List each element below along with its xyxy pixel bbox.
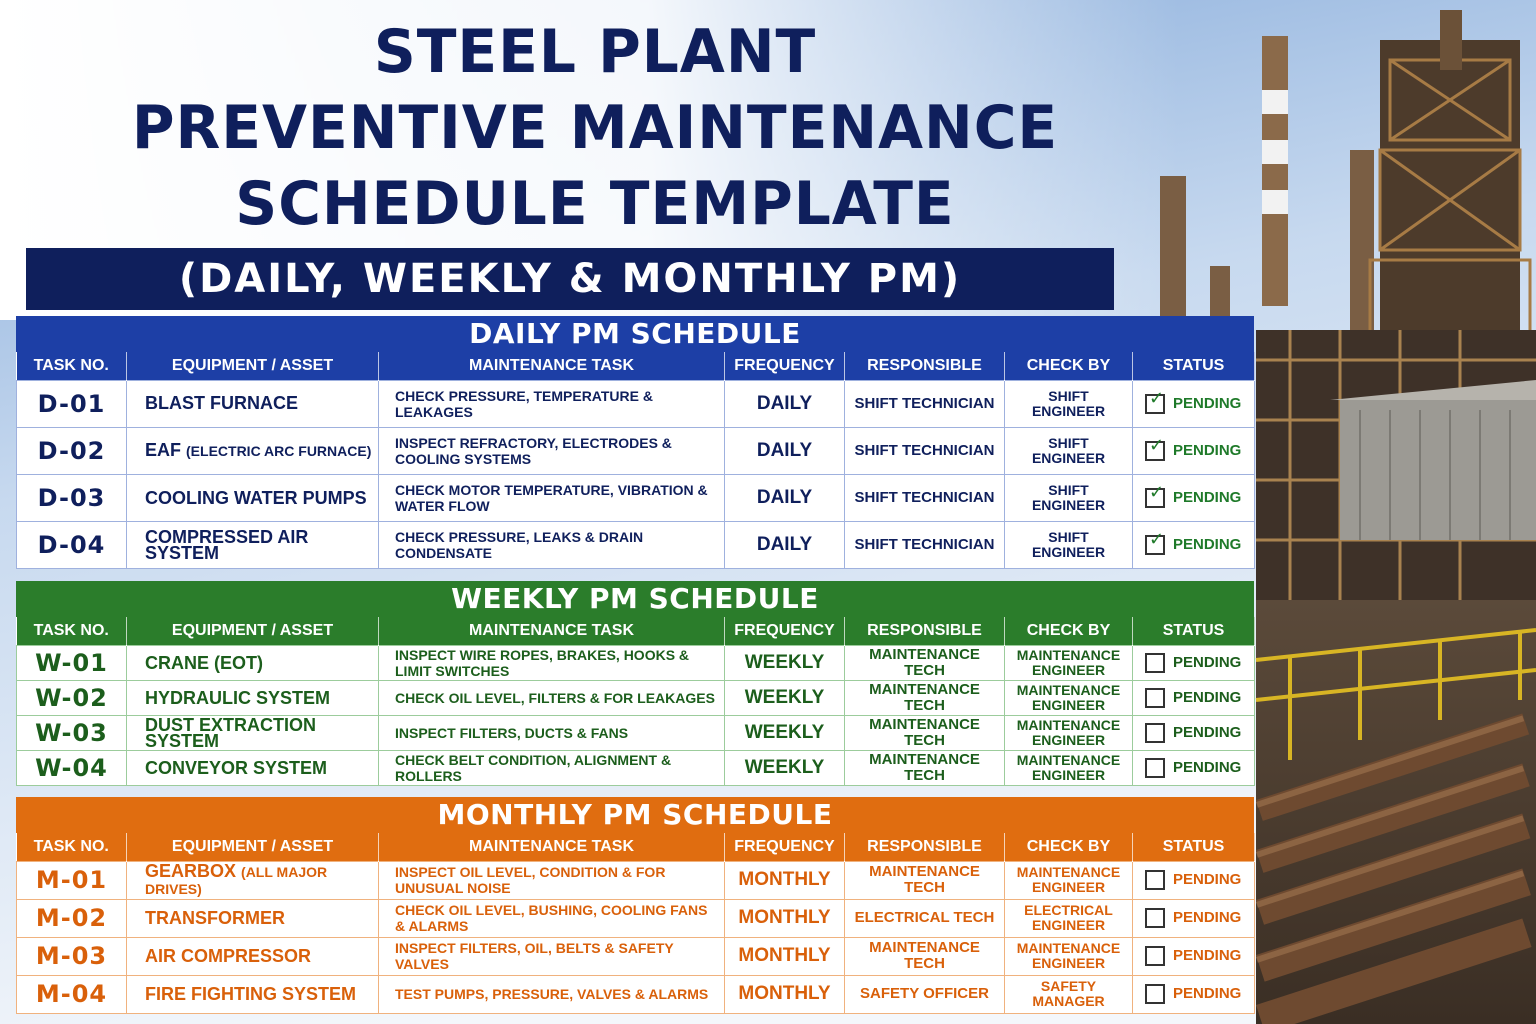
equipment-note: (ELECTRIC ARC FURNACE)	[186, 443, 372, 459]
equipment-note: (ALL MAJOR DRIVES)	[145, 864, 328, 897]
equipment-cell	[127, 861, 379, 899]
frequency: DAILY	[725, 521, 845, 568]
status-checkbox[interactable]	[1145, 653, 1165, 673]
check-by: SAFETY MANAGER	[1005, 975, 1133, 1013]
table-row	[17, 899, 1255, 937]
check-by: MAINTENANCE ENGINEER	[1005, 750, 1133, 785]
equipment-cell	[127, 380, 379, 427]
status-label: PENDING	[1173, 394, 1242, 412]
col-header-frequency: FREQUENCY	[725, 617, 845, 645]
status-cell	[1133, 474, 1255, 521]
title-line-2: PREVENTIVE MAINTENANCE	[131, 93, 1059, 163]
status-checkbox[interactable]	[1145, 528, 1165, 555]
maintenance-task: TEST PUMPS, PRESSURE, VALVES & ALARMS	[379, 975, 725, 1013]
check-mark-icon: ✓	[1149, 434, 1165, 456]
equipment-name: EAF	[145, 440, 181, 460]
daily-schedule-section	[16, 316, 1254, 569]
status-label: PENDING	[1173, 688, 1242, 706]
maintenance-task: INSPECT WIRE ROPES, BRAKES, HOOKS & LIMIT SWITCHES	[379, 645, 725, 680]
col-header-responsible: RESPONSIBLE	[845, 833, 1005, 861]
title-block	[40, 14, 1150, 242]
col-header-task-no: TASK NO.	[17, 617, 127, 645]
maintenance-task: CHECK MOTOR TEMPERATURE, VIBRATION & WATER FLOW	[379, 474, 725, 521]
status-label: PENDING	[1173, 488, 1242, 506]
frequency: MONTHLY	[725, 937, 845, 975]
equipment-name: COOLING WATER PUMPS	[145, 487, 367, 508]
equipment-name: AIR COMPRESSOR	[127, 937, 379, 975]
status-label: PENDING	[1173, 535, 1242, 553]
responsible: MAINTENANCE TECH	[845, 861, 1005, 899]
maintenance-task: CHECK BELT CONDITION, ALIGNMENT & ROLLERS	[379, 750, 725, 785]
check-by: MAINTENANCE ENGINEER	[1005, 937, 1133, 975]
status-label: PENDING	[1173, 871, 1242, 888]
weekly-schedule-table	[16, 617, 1255, 786]
check-mark-icon: ✓	[1149, 528, 1165, 550]
equipment-name: CRANE (EOT)	[127, 645, 379, 680]
check-by: MAINTENANCE ENGINEER	[1005, 680, 1133, 715]
col-header-frequency: FREQUENCY	[725, 352, 845, 380]
task-id: D-02	[17, 427, 127, 474]
task-id: W-04	[17, 750, 127, 785]
table-row	[17, 521, 1255, 568]
responsible: SHIFT TECHNICIAN	[845, 521, 1005, 568]
weekly-section-heading: WEEKLY PM SCHEDULE	[16, 581, 1254, 617]
responsible: SHIFT TECHNICIAN	[845, 427, 1005, 474]
status-cell	[1133, 715, 1255, 750]
col-header-equipment: EQUIPMENT / ASSET	[127, 617, 379, 645]
title-line-3: SCHEDULE TEMPLATE	[235, 169, 955, 239]
equipment-name: COMPRESSED AIR SYSTEM	[145, 526, 309, 563]
task-id: W-01	[17, 645, 127, 680]
table-row	[17, 715, 1255, 750]
frequency: MONTHLY	[725, 861, 845, 899]
col-header-status: STATUS	[1133, 833, 1255, 861]
task-id: M-02	[17, 899, 127, 937]
frequency: WEEKLY	[725, 750, 845, 785]
daily-section-heading: DAILY PM SCHEDULE	[16, 316, 1254, 352]
table-row	[17, 380, 1255, 427]
check-by: MAINTENANCE ENGINEER	[1005, 715, 1133, 750]
status-label: PENDING	[1173, 909, 1242, 926]
daily-schedule-table	[16, 352, 1255, 569]
status-cell	[1133, 899, 1255, 937]
maintenance-task: INSPECT FILTERS, DUCTS & FANS	[379, 715, 725, 750]
frequency: DAILY	[725, 427, 845, 474]
check-by: SHIFT ENGINEER	[1005, 474, 1133, 521]
col-header-check-by: CHECK BY	[1005, 833, 1133, 861]
responsible: MAINTENANCE TECH	[845, 680, 1005, 715]
table-header-row	[17, 352, 1255, 380]
equipment-cell	[127, 474, 379, 521]
status-checkbox[interactable]	[1145, 481, 1165, 508]
check-by: MAINTENANCE ENGINEER	[1005, 645, 1133, 680]
status-checkbox[interactable]	[1145, 688, 1165, 708]
task-id: M-04	[17, 975, 127, 1013]
col-header-status: STATUS	[1133, 352, 1255, 380]
weekly-schedule-section	[16, 581, 1254, 786]
frequency: MONTHLY	[725, 975, 845, 1013]
status-label: PENDING	[1173, 985, 1242, 1002]
responsible: MAINTENANCE TECH	[845, 645, 1005, 680]
task-id: D-01	[17, 380, 127, 427]
task-id: M-03	[17, 937, 127, 975]
table-header-row	[17, 617, 1255, 645]
table-row	[17, 474, 1255, 521]
col-header-task: MAINTENANCE TASK	[379, 352, 725, 380]
equipment-name: GEARBOX	[145, 861, 237, 881]
responsible: SHIFT TECHNICIAN	[845, 380, 1005, 427]
task-id: D-04	[17, 521, 127, 568]
frequency: DAILY	[725, 474, 845, 521]
frequency: WEEKLY	[725, 645, 845, 680]
status-label: PENDING	[1173, 653, 1242, 671]
status-label: PENDING	[1173, 723, 1242, 741]
col-header-equipment: EQUIPMENT / ASSET	[127, 833, 379, 861]
task-id: W-02	[17, 680, 127, 715]
check-by: SHIFT ENGINEER	[1005, 380, 1133, 427]
equipment-name: BLAST FURNACE	[145, 393, 298, 413]
status-checkbox[interactable]	[1145, 908, 1165, 928]
maintenance-task: CHECK OIL LEVEL, FILTERS & FOR LEAKAGES	[379, 680, 725, 715]
status-cell	[1133, 645, 1255, 680]
col-header-responsible: RESPONSIBLE	[845, 352, 1005, 380]
table-row	[17, 645, 1255, 680]
equipment-name: FIRE FIGHTING SYSTEM	[127, 975, 379, 1013]
equipment-name: DUST EXTRACTION SYSTEM	[127, 715, 379, 750]
equipment-name: HYDRAULIC SYSTEM	[127, 680, 379, 715]
col-header-check-by: CHECK BY	[1005, 617, 1133, 645]
frequency: WEEKLY	[725, 680, 845, 715]
status-checkbox[interactable]	[1145, 946, 1165, 966]
status-cell	[1133, 861, 1255, 899]
check-mark-icon: ✓	[1149, 481, 1165, 503]
col-header-task-no: TASK NO.	[17, 352, 127, 380]
col-header-equipment: EQUIPMENT / ASSET	[127, 352, 379, 380]
maintenance-task: CHECK PRESSURE, LEAKS & DRAIN CONDENSATE	[379, 521, 725, 568]
status-checkbox[interactable]	[1145, 434, 1165, 461]
col-header-status: STATUS	[1133, 617, 1255, 645]
task-id: M-01	[17, 861, 127, 899]
monthly-schedule-section	[16, 797, 1254, 1014]
status-cell	[1133, 937, 1255, 975]
check-by: SHIFT ENGINEER	[1005, 427, 1133, 474]
responsible: MAINTENANCE TECH	[845, 715, 1005, 750]
frequency: MONTHLY	[725, 899, 845, 937]
table-row	[17, 975, 1255, 1013]
task-id: D-03	[17, 474, 127, 521]
col-header-responsible: RESPONSIBLE	[845, 617, 1005, 645]
col-header-check-by: CHECK BY	[1005, 352, 1133, 380]
subtitle-banner: (DAILY, WEEKLY & MONTHLY PM)	[26, 248, 1114, 310]
frequency: WEEKLY	[725, 715, 845, 750]
col-header-task-no: TASK NO.	[17, 833, 127, 861]
status-label: PENDING	[1173, 758, 1242, 776]
maintenance-task: INSPECT OIL LEVEL, CONDITION & FOR UNUSUAL NOISE	[379, 861, 725, 899]
monthly-schedule-table	[16, 833, 1255, 1014]
status-cell	[1133, 680, 1255, 715]
status-checkbox[interactable]	[1145, 984, 1165, 1004]
monthly-section-heading: MONTHLY PM SCHEDULE	[16, 797, 1254, 833]
status-checkbox[interactable]	[1145, 758, 1165, 778]
title-line-1: STEEL PLANT	[373, 17, 817, 87]
responsible: SAFETY OFFICER	[845, 975, 1005, 1013]
check-by: ELECTRICAL ENGINEER	[1005, 899, 1133, 937]
status-checkbox[interactable]	[1145, 387, 1165, 414]
responsible: SHIFT TECHNICIAN	[845, 474, 1005, 521]
equipment-name: TRANSFORMER	[127, 899, 379, 937]
table-row	[17, 680, 1255, 715]
responsible: MAINTENANCE TECH	[845, 937, 1005, 975]
maintenance-task: CHECK PRESSURE, TEMPERATURE & LEAKAGES	[379, 380, 725, 427]
task-id: W-03	[17, 715, 127, 750]
check-by: SHIFT ENGINEER	[1005, 521, 1133, 568]
table-row	[17, 427, 1255, 474]
status-cell	[1133, 750, 1255, 785]
maintenance-task: INSPECT REFRACTORY, ELECTRODES & COOLING SYSTEMS	[379, 427, 725, 474]
status-checkbox[interactable]	[1145, 870, 1165, 890]
equipment-name: CONVEYOR SYSTEM	[127, 750, 379, 785]
check-mark-icon: ✓	[1149, 387, 1165, 409]
maintenance-task: CHECK OIL LEVEL, BUSHING, COOLING FANS & ALARMS	[379, 899, 725, 937]
table-header-row	[17, 833, 1255, 861]
responsible: ELECTRICAL TECH	[845, 899, 1005, 937]
status-cell	[1133, 975, 1255, 1013]
equipment-cell	[127, 521, 379, 568]
responsible: MAINTENANCE TECH	[845, 750, 1005, 785]
check-by: MAINTENANCE ENGINEER	[1005, 861, 1133, 899]
status-cell	[1133, 427, 1255, 474]
maintenance-task: INSPECT FILTERS, OIL, BELTS & SAFETY VALVES	[379, 937, 725, 975]
status-label: PENDING	[1173, 441, 1242, 459]
table-row	[17, 861, 1255, 899]
table-row	[17, 937, 1255, 975]
status-checkbox[interactable]	[1145, 723, 1165, 743]
status-cell	[1133, 380, 1255, 427]
status-label: PENDING	[1173, 947, 1242, 964]
status-cell	[1133, 521, 1255, 568]
frequency: DAILY	[725, 380, 845, 427]
col-header-frequency: FREQUENCY	[725, 833, 845, 861]
table-row	[17, 750, 1255, 785]
col-header-task: MAINTENANCE TASK	[379, 617, 725, 645]
col-header-task: MAINTENANCE TASK	[379, 833, 725, 861]
equipment-cell	[127, 427, 379, 474]
